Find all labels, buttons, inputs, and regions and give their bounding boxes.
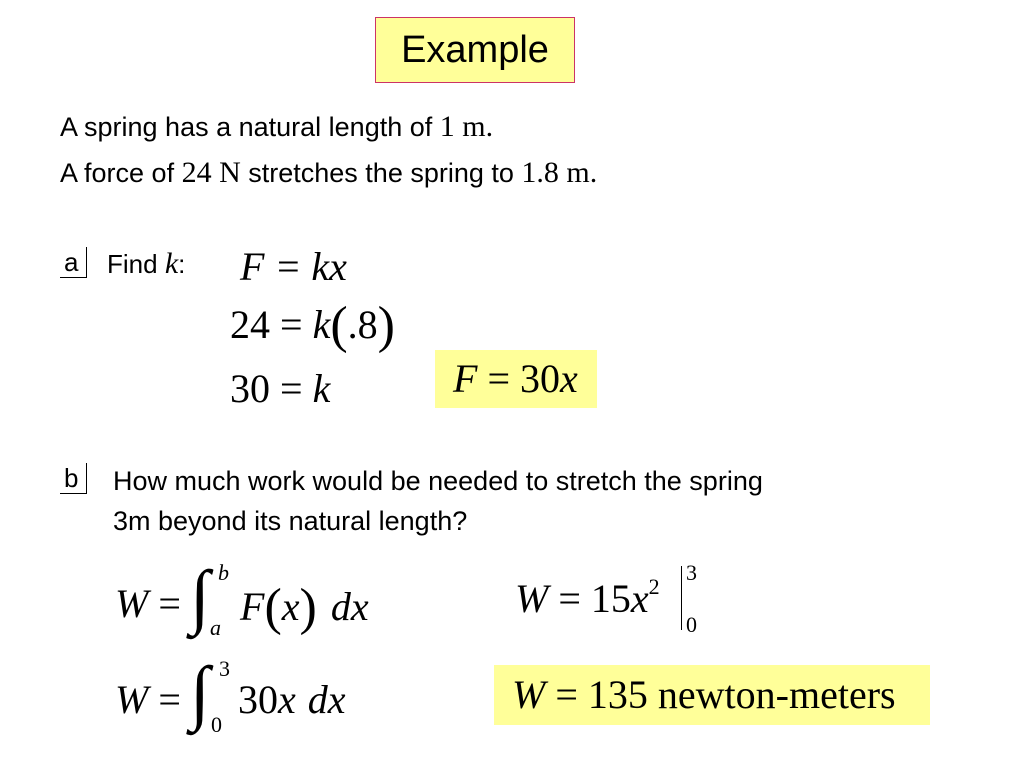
find-variable: k [164, 247, 179, 280]
part-b-question-line-1: How much work would be needed to stretch the spring [113, 466, 763, 496]
right-paren: ) [377, 297, 395, 354]
int2-lower-limit: 0 [211, 712, 222, 737]
slide-title: Example [375, 17, 575, 83]
work-integral-lhs [115, 676, 181, 723]
part-b-tag: b [60, 463, 87, 494]
int1-upper-limit: b [218, 560, 229, 585]
eval-power: 2 [648, 574, 660, 599]
eq2-arg: .8 [347, 302, 378, 347]
int1-lhs: W [115, 581, 149, 626]
eq3-lhs: 30 = [230, 366, 313, 411]
int2-var: x [278, 677, 296, 722]
eq2-k: k [312, 302, 331, 347]
problem-line-1 [60, 110, 493, 144]
answer-a-lhs: F [453, 356, 478, 401]
stretched-length-value: 1.8 m. [521, 156, 598, 189]
work-definition-integrand [240, 574, 369, 636]
problem-line-1-text: A spring has a natural length of [60, 112, 440, 142]
eq1-lhs: F [240, 244, 265, 289]
int1-x: x [281, 584, 300, 629]
find-colon: : [178, 249, 186, 279]
int1-eq: = [148, 581, 181, 626]
work-definition-lhs [115, 580, 181, 627]
answer-work [494, 665, 930, 725]
eval-lower-limit: 0 [686, 612, 697, 637]
answer-force-function [435, 350, 597, 408]
integral-sign: ∫ [190, 556, 210, 636]
left-paren: ( [330, 297, 348, 354]
answer-b-value: = 135 newton-meters [545, 672, 896, 717]
problem-line-2-mid: stretches the spring to [240, 158, 522, 188]
work-antiderivative [515, 575, 660, 622]
eval-eq: = 15 [548, 576, 631, 621]
answer-b-lhs: W [512, 672, 546, 717]
int2-dx: dx [307, 677, 346, 722]
answer-a-eq: = 30 [477, 356, 560, 401]
force-value: 24 N [181, 156, 241, 189]
int2-lhs: W [115, 677, 149, 722]
int1-f: F [240, 584, 265, 629]
int1-left-paren: ( [264, 579, 282, 636]
int1-lower-limit: a [210, 615, 221, 640]
eval-var: x [630, 576, 649, 621]
problem-line-2-pre: A force of [60, 158, 182, 188]
part-b-question-line-2: 3m beyond its natural length? [113, 506, 468, 536]
find-text: Find [107, 249, 165, 279]
part-a-label [107, 247, 185, 281]
equation-substitution [230, 292, 395, 354]
int1-dx: dx [330, 584, 369, 629]
int2-coef: 30 [238, 677, 278, 722]
equation-hooke-law [240, 243, 347, 290]
eq1-rhs: = kx [264, 244, 347, 289]
eq2-lhs: 24 = [230, 302, 313, 347]
eq3-k: k [312, 366, 331, 411]
int1-right-paren: ) [299, 579, 317, 636]
integral-sign: ∫ [190, 652, 210, 732]
eval-lhs: W [515, 576, 549, 621]
answer-a-var: x [560, 356, 578, 401]
eval-upper-limit: 3 [686, 560, 697, 585]
problem-line-2 [60, 156, 597, 190]
natural-length-value: 1 m. [439, 110, 494, 143]
int2-upper-limit: 3 [219, 656, 230, 681]
int2-eq: = [148, 677, 181, 722]
equation-k-value [230, 365, 330, 412]
work-integral-integrand [238, 676, 346, 723]
part-a-tag: a [60, 247, 87, 278]
evaluation-bar [681, 566, 682, 630]
